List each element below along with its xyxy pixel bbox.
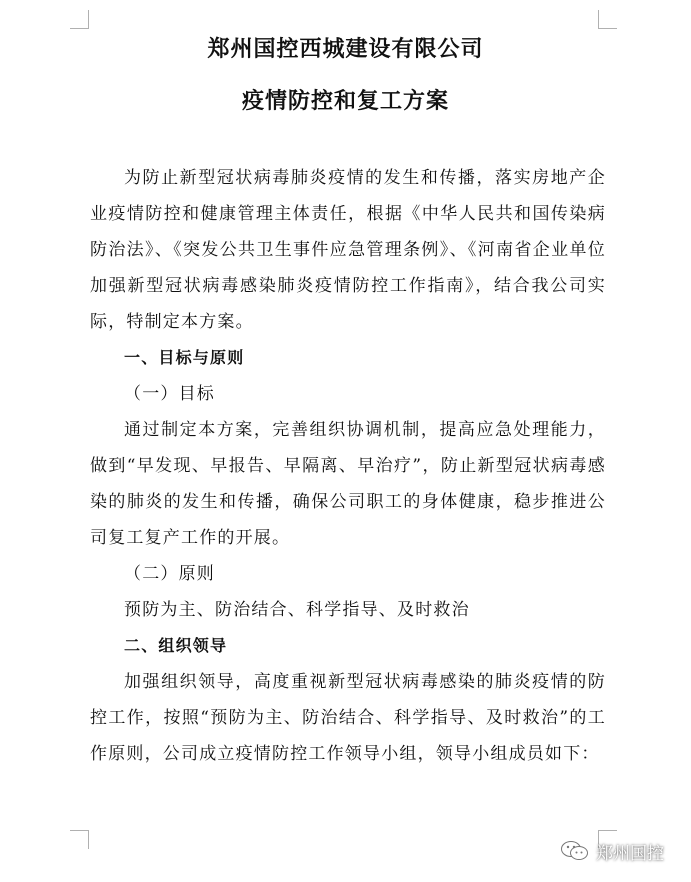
heading-organization: 二、组织领导 — [124, 636, 228, 655]
crop-mark-bottom-left — [70, 830, 89, 849]
paragraph-organization: 加强组织领导，高度重视新型冠状病毒感染的肺炎疫情的防控工作，按照“预防为主、防治结合、科学指导、及时救治”的工作原则，公司成立疫情防控工作领导小组，领导小组成员如下： — [90, 672, 606, 764]
crop-mark-top-left — [70, 10, 89, 29]
wechat-icon — [560, 839, 590, 863]
watermark — [560, 836, 664, 866]
paragraph-principle: 预防为主、防治结合、科学指导、及时救治 — [124, 600, 470, 620]
document-title-company: 郑州国控西城建设有限公司 — [207, 36, 484, 62]
document-body — [90, 160, 606, 772]
subheading-principle: （二）原则 — [124, 564, 215, 584]
paragraph-goal: 通过制定本方案，完善组织协调机制，提高应急处理能力，做到“早发现、早报告、早隔离、早治疗”，防止新型冠状病毒感染的肺炎的发生和传播，确保公司职工的身体健康，稳步推进公司复工复产工作的开展。 — [90, 420, 606, 548]
watermark-text: 郑州国控 — [596, 843, 664, 864]
subheading-goal: （一）目标 — [124, 384, 215, 404]
crop-mark-top-right — [598, 10, 617, 29]
paragraph-intro: 为防止新型冠状病毒肺炎疫情的发生和传播，落实房地产企业疫情防控和健康管理主体责任，根据《中华人民共和国传染病防治法》、《突发公共卫生事件应急管理条例》、《河南省企业单位加强新型冠状病毒感染肺炎疫情防控工作指南》，结合我公司实际，特制定本方案。 — [90, 168, 606, 332]
heading-goals-principles: 一、目标与原则 — [124, 348, 245, 367]
document-title-plan: 疫情防控和复工方案 — [241, 88, 449, 114]
